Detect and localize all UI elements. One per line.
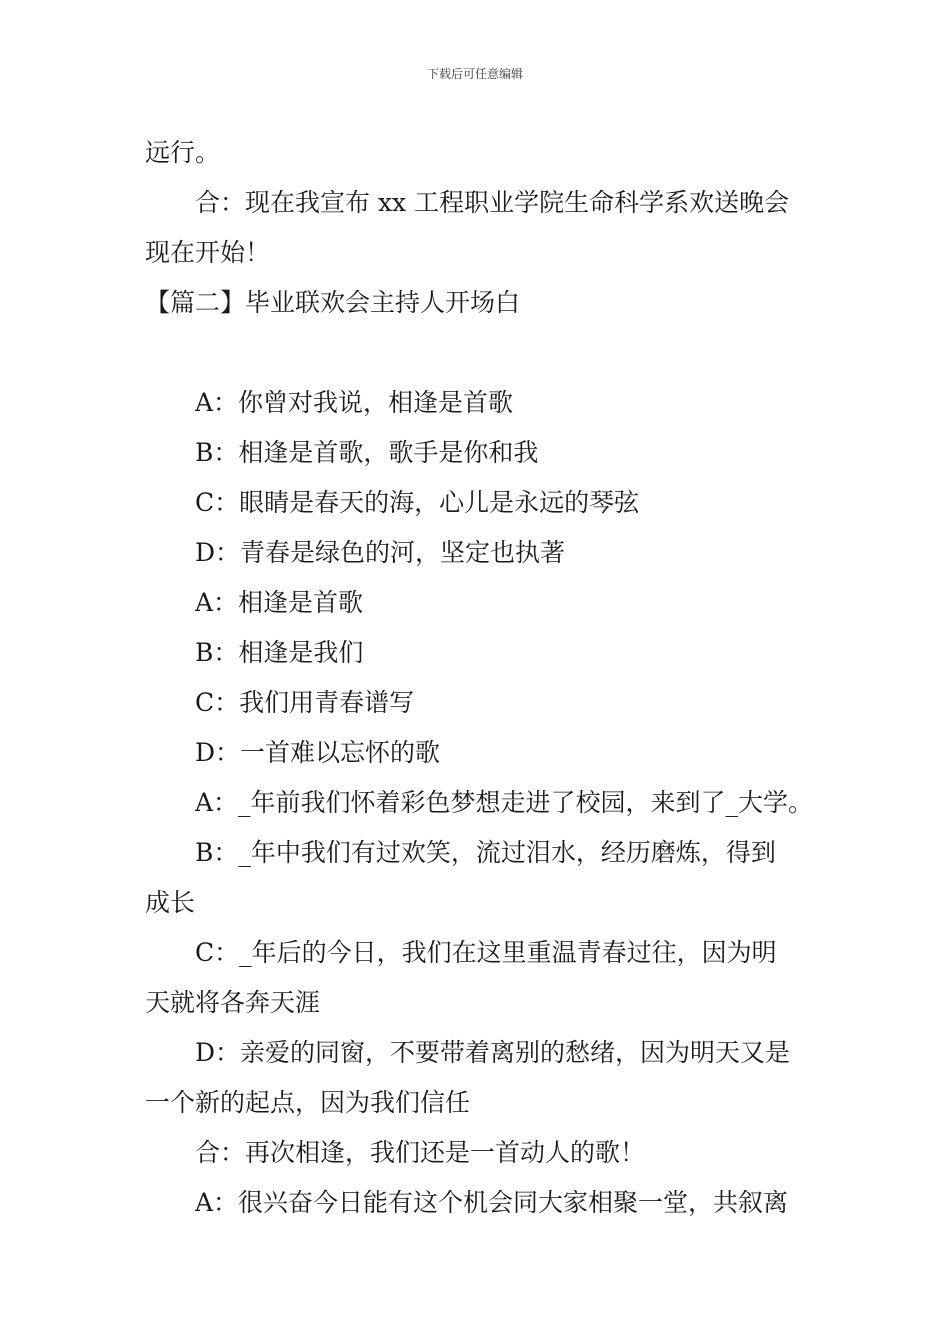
dialogue-line: C：_年后的今日，我们在这里重温青春过往，因为明 [195, 938, 777, 967]
dialogue-line: B：相逢是我们 [195, 638, 364, 667]
dialogue-line-continuation: 成长 [145, 888, 196, 917]
paragraph-line: 合：现在我宣布 xx 工程职业学院生命科学系欢送晚会 [195, 188, 790, 217]
dialogue-line: B：_年中我们有过欢笑，流过泪水，经历磨炼，得到 [195, 838, 776, 867]
dialogue-line: A：你曾对我说，相逢是首歌 [195, 388, 514, 417]
dialogue-line: C：我们用青春谱写 [195, 688, 415, 717]
dialogue-line: D：亲爱的同窗，不要带着离别的愁绪，因为明天又是 [195, 1038, 791, 1067]
dialogue-line: A：很兴奋今日能有这个机会同大家相聚一堂，共叙离 [195, 1188, 789, 1217]
document-body [145, 128, 814, 1228]
dialogue-line: D：一首难以忘怀的歌 [195, 738, 441, 767]
dialogue-line: A：相逢是首歌 [195, 588, 364, 617]
dialogue-line: C：眼睛是春天的海，心儿是永远的琴弦 [195, 488, 640, 517]
paragraph-line: 现在开始！ [145, 238, 271, 267]
dialogue-line: D：青春是绿色的河，坚定也执著 [195, 538, 566, 567]
page-header: 下载后可任意编辑 [426, 67, 523, 81]
dialogue-line: A：_年前我们怀着彩色梦想走进了校园，来到了_大学。 [195, 788, 814, 817]
dialogue-line-continuation: 天就将各奔天涯 [145, 988, 321, 1017]
dialogue-line: 合：再次相逢，我们还是一首动人的歌！ [195, 1138, 646, 1167]
section-heading: 【篇二】毕业联欢会主持人开场白 [145, 288, 521, 317]
blank-line [145, 328, 810, 378]
paragraph-line: 远行。 [145, 138, 221, 167]
dialogue-line: B：相逢是首歌，歌手是你和我 [195, 438, 539, 467]
dialogue-line-continuation: 一个新的起点，因为我们信任 [145, 1088, 471, 1117]
